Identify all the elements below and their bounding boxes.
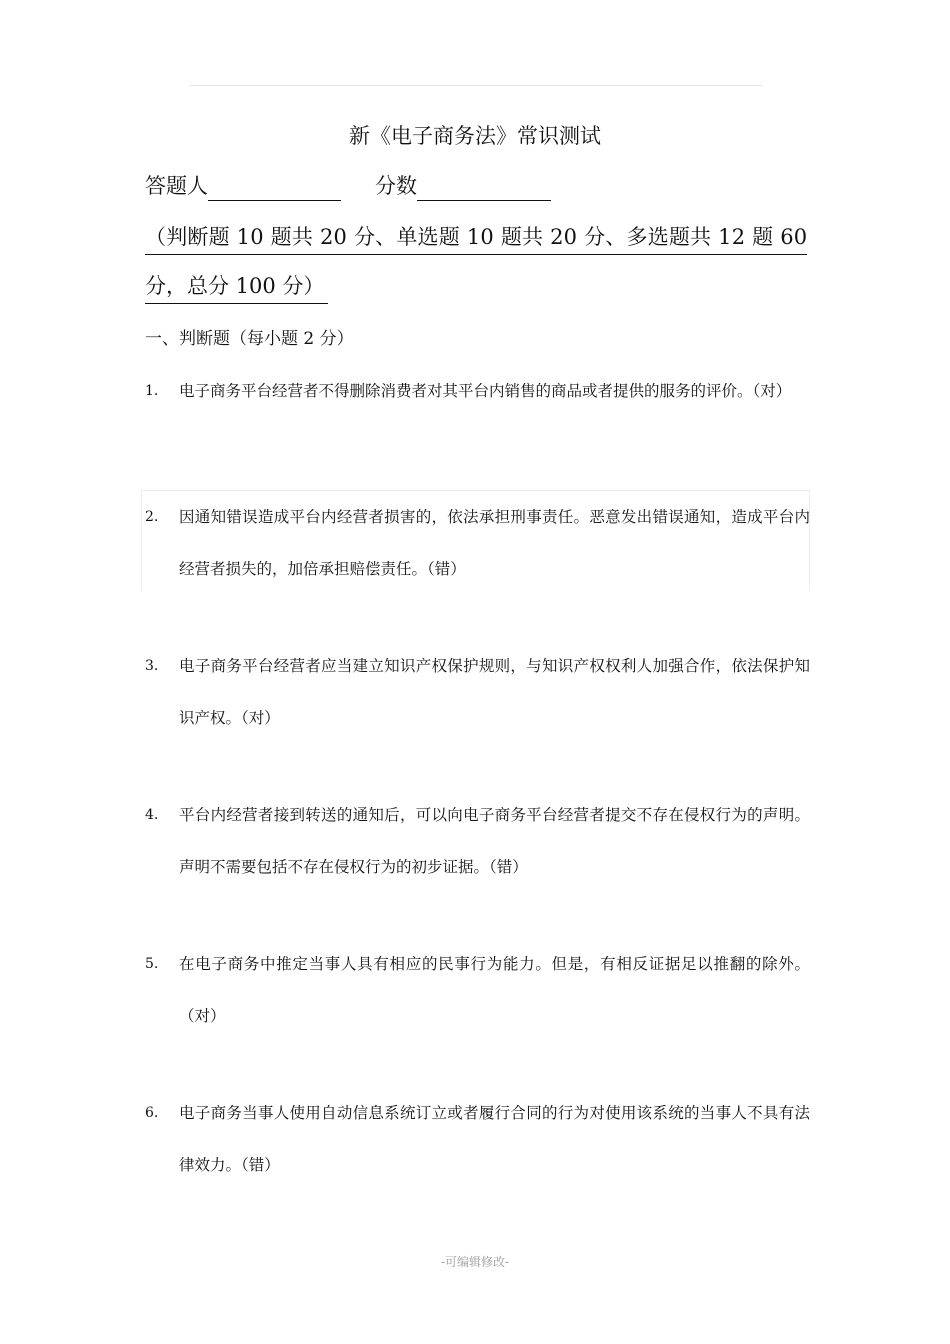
question-item [145,1100,810,1180]
question-item [145,504,810,584]
question-item [145,802,810,882]
header-rule [190,85,762,86]
document-title: 新《电子商务法》常识测试 [349,124,601,148]
score-note-line-2: 分，总分 100 分） [145,271,328,304]
question-number: 3. [145,658,159,674]
respondent-blank [208,174,341,201]
question-text: 电子商务当事人使用自动信息系统订立或者履行合同的行为对使用该系统的当事人不具有法律效力。（错） [179,1104,810,1174]
question-text: 电子商务平台经营者不得删除消费者对其平台内销售的商品或者提供的服务的评价。（对） [179,382,792,400]
question-text: 平台内经营者接到转送的通知后，可以向电子商务平台经营者提交不存在侵权行为的声明。声明不需要包括不存在侵权行为的初步证据。（错） [179,806,810,876]
question-number: 1. [145,383,159,399]
score-note-line-1: （判断题 10 题共 20 分、单选题 10 题共 20 分、多选题共 12 题 60 [145,222,807,255]
question-item [145,378,810,458]
question-text: 在电子商务中推定当事人具有相应的民事行为能力。但是，有相反证据足以推翻的除外。（对） [179,955,810,1025]
question-number: 6. [145,1105,159,1121]
question-number: 2. [145,509,159,525]
score-blank [417,174,551,201]
question-number: 4. [145,807,159,823]
question-text: 电子商务平台经营者应当建立知识产权保护规则，与知识产权权利人加强合作，依法保护知识产权。（对） [179,657,810,727]
question-text: 因通知错误造成平台内经营者损害的，依法承担刑事责任。恶意发出错误通知，造成平台内经营者损失的，加倍承担赔偿责任。（错） [179,508,810,578]
respondent-label: 答题人 [145,174,208,198]
question-item [145,951,810,1031]
question-number: 5. [145,956,159,972]
score-note [145,222,807,304]
section-heading: 一、判断题（每小题 2 分） [145,329,354,349]
page-footer: -可编辑修改- [440,1255,510,1269]
score-label: 分数 [375,174,417,198]
respondent-row [145,171,551,205]
question-item [145,653,810,733]
